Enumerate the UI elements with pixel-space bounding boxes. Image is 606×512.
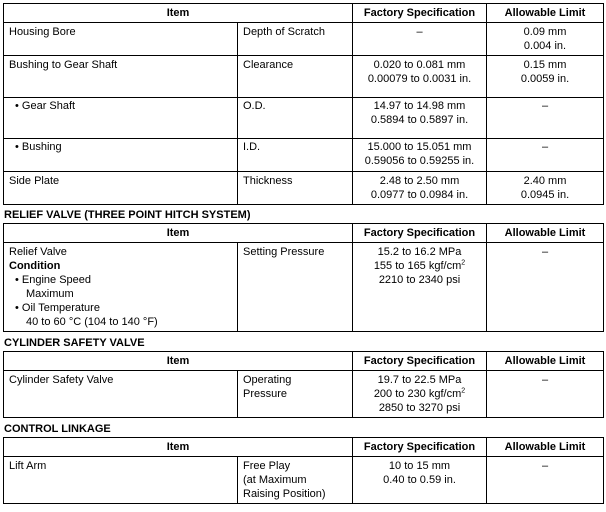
table-row [4,371,604,418]
measure-cell: O.D. [238,98,353,139]
spec-table-control-linkage [3,437,604,504]
table-header-row [4,4,604,23]
spec-cell: 15.000 to 15.051 mm 0.59056 to 0.59255 in. [353,139,487,172]
header-factory-spec: Factory Specification [353,224,487,243]
table-row [4,98,604,139]
table-row [4,56,604,98]
table-row [4,243,604,332]
spec-cell: – [353,23,487,56]
condition-oil-temp-value: 40 to 60 °C (104 to 140 °F) [26,316,158,328]
condition-engine-speed: • Engine Speed [15,274,92,286]
header-allowable-limit: Allowable Limit [487,4,604,23]
measure-cell: Operating Pressure [238,371,353,418]
limit-cell: – [487,457,604,504]
measure-cell: Setting Pressure [238,243,353,332]
header-item: Item [4,224,353,243]
table-row [4,172,604,205]
header-item: Item [4,4,353,23]
header-item: Item [4,438,353,457]
limit-cell: 0.15 mm 0.0059 in. [487,56,604,98]
spec-cell: 0.020 to 0.081 mm 0.00079 to 0.0031 in. [353,56,487,98]
limit-cell: – [487,139,604,172]
item-name: Relief Valve [9,246,67,258]
table-row [4,457,604,504]
item-cell: • Bushing [4,139,238,172]
header-allowable-limit: Allowable Limit [487,438,604,457]
spec-cell: 15.2 to 16.2 MPa 155 to 165 kgf/$cm^2$ 2210 to 2340 psi [353,243,487,332]
header-factory-spec: Factory Specification [353,4,487,23]
spec-cell: 2.48 to 2.50 mm 0.0977 to 0.0984 in. [353,172,487,205]
limit-cell: 2.40 mm 0.0945 in. [487,172,604,205]
spec-table-relief-valve [3,223,604,332]
section-title-relief-valve: RELIEF VALVE (THREE POINT HITCH SYSTEM) [4,209,251,221]
section-title-control-linkage: CONTROL LINKAGE [4,423,111,435]
item-cell: Cylinder Safety Valve [4,371,238,418]
limit-cell: – [487,371,604,418]
spec-cell: 14.97 to 14.98 mm 0.5894 to 0.5897 in. [353,98,487,139]
table-row [4,23,604,56]
item-cell: Lift Arm [4,457,238,504]
spec-cell: 19.7 to 22.5 MPa 200 to 230 kgf/$cm^2$ 2850 to 3270 psi [353,371,487,418]
item-cell: Housing Bore [4,23,238,56]
spec-table-cylinder-safety-valve [3,351,604,418]
spec-cell: 10 to 15 mm 0.40 to 0.59 in. [353,457,487,504]
table-header-row [4,224,604,243]
table-header-row [4,352,604,371]
spec-sheet [3,3,603,504]
header-factory-spec: Factory Specification [353,438,487,457]
header-factory-spec: Factory Specification [353,352,487,371]
item-cell: Bushing to Gear Shaft [4,56,238,98]
measure-cell: Clearance [238,56,353,98]
limit-cell: – [487,98,604,139]
item-cell [4,243,238,332]
condition-engine-speed-value: Maximum [26,288,74,300]
section-title-cylinder-safety-valve: CYLINDER SAFETY VALVE [4,337,145,349]
table-row [4,139,604,172]
limit-cell: – [487,243,604,332]
header-allowable-limit: Allowable Limit [487,352,604,371]
table-header-row [4,438,604,457]
condition-oil-temp: • Oil Temperature [15,302,100,314]
measure-cell: Free Play (at Maximum Raising Position) [238,457,353,504]
spec-table-hydraulic-pump [3,3,604,205]
measure-cell: Thickness [238,172,353,205]
item-cell: Side Plate [4,172,238,205]
header-item: Item [4,352,353,371]
item-cell: • Gear Shaft [4,98,238,139]
condition-label: Condition [9,260,61,272]
limit-cell: 0.09 mm 0.004 in. [487,23,604,56]
header-allowable-limit: Allowable Limit [487,224,604,243]
measure-cell: I.D. [238,139,353,172]
measure-cell: Depth of Scratch [238,23,353,56]
